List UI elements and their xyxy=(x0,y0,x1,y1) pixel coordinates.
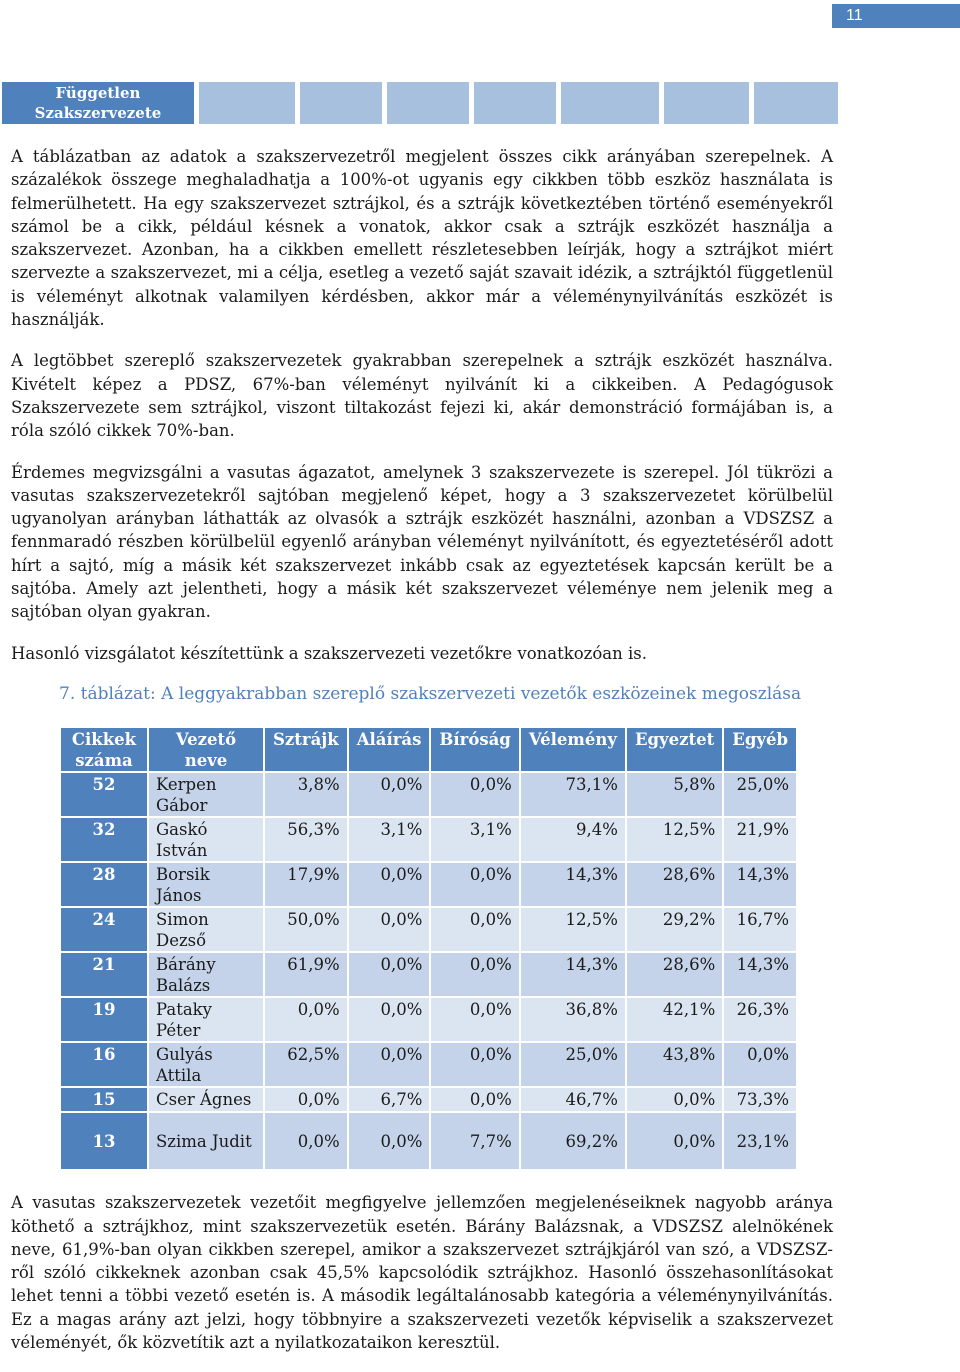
paragraph: A vasutas szakszervezetek vezetőit megfigyelve jellemzően megjelenéseiknek nagyobb aránya köthető a sztrájkhoz, mint szakszervezetük esetén. Bárány Balázsnak, a VDSZSZ alelnökének neve, 61,9%-ban olyan cikkben szerepel, amikor a szakszervezet sztrájkjáról van szó, a VDSZSZ-ről szóló cikkeknek azonban csak 45,5% kapcsolódik sztrájkhoz. Hasonló összehasonlításokat lehet tenni a többi vezető esetén is. A második legáltalánosabb kategória a véleménynyilvánítás. Ez a magas arány azt jelzi, hogy többnyire a szakszervezeti vezetők képviselik a szakszervezet véleményét, ők közvetítik azt a nyilatkozataikon keresztül. xyxy=(11,1193,833,1353)
cell-leader-name xyxy=(149,1088,263,1111)
cell-strike: 0,0% xyxy=(265,998,347,1041)
cell-court: 0,0% xyxy=(431,1088,518,1111)
cell-leader-name xyxy=(149,1113,263,1169)
col-header-strike: Sztrájk xyxy=(265,728,347,771)
header-band-cell xyxy=(561,82,659,124)
cell-article-count: 32 xyxy=(61,818,147,861)
cell-other: 14,3% xyxy=(724,953,796,996)
cell-other: 73,3% xyxy=(724,1088,796,1111)
cell-court: 0,0% xyxy=(431,1043,518,1086)
cell-strike: 61,9% xyxy=(265,953,347,996)
cell-leader-name xyxy=(149,1043,263,1086)
cell-opinion: 14,3% xyxy=(521,953,625,996)
cell-leader-name xyxy=(149,863,263,906)
cell-article-count: 16 xyxy=(61,1043,147,1086)
leader-name-line2: Balázs xyxy=(156,976,211,996)
cell-negotiate: 29,2% xyxy=(627,908,722,951)
section-header-band xyxy=(2,82,838,124)
cell-leader-name xyxy=(149,773,263,816)
cell-strike: 50,0% xyxy=(265,908,347,951)
leader-name-line1: Borsik János xyxy=(156,865,210,906)
cell-opinion: 73,1% xyxy=(521,773,625,816)
header-band-cell xyxy=(300,82,382,124)
cell-court: 0,0% xyxy=(431,953,518,996)
cell-opinion: 12,5% xyxy=(521,908,625,951)
paragraph: A legtöbbet szereplő szakszervezetek gyakrabban szerepelnek a sztrájk eszközét használva. Kivételt képez a PDSZ, 67%-ban véleményt nyilvánít ki a cikkeiben. A Pedagógusok Szakszervezete sem sztrájkol, viszont tiltakozást fejezi ki, akár demonstráció formájában is, a róla szóló cikkek 70%-ban. xyxy=(11,351,833,441)
cell-opinion: 14,3% xyxy=(521,863,625,906)
cell-other: 23,1% xyxy=(724,1113,796,1169)
cell-opinion: 9,4% xyxy=(521,818,625,861)
cell-negotiate: 42,1% xyxy=(627,998,722,1041)
cell-signature: 0,0% xyxy=(349,953,430,996)
leader-name-line1: Bárány xyxy=(156,955,216,975)
cell-court: 0,0% xyxy=(431,998,518,1041)
cell-strike: 3,8% xyxy=(265,773,347,816)
cell-signature: 3,1% xyxy=(349,818,430,861)
table-row xyxy=(61,1113,796,1169)
cell-negotiate: 5,8% xyxy=(627,773,722,816)
cell-opinion: 69,2% xyxy=(521,1113,625,1169)
col-header-opinion: Vélemény xyxy=(521,728,625,771)
col-header-count: Cikkek száma xyxy=(61,728,147,771)
cell-strike: 56,3% xyxy=(265,818,347,861)
cell-court: 3,1% xyxy=(431,818,518,861)
table-row xyxy=(61,953,796,996)
leader-name-line1: Cser Ágnes xyxy=(156,1090,252,1110)
cell-article-count: 24 xyxy=(61,908,147,951)
cell-signature: 0,0% xyxy=(349,1113,430,1169)
cell-signature: 0,0% xyxy=(349,998,430,1041)
section-header-label xyxy=(2,82,194,124)
cell-signature: 0,0% xyxy=(349,773,430,816)
col-header-court: Bíróság xyxy=(431,728,518,771)
cell-opinion: 46,7% xyxy=(521,1088,625,1111)
leader-name-line1: Gulyás Attila xyxy=(156,1045,213,1086)
header-label-line2: Szakszervezete xyxy=(34,104,162,122)
cell-strike: 17,9% xyxy=(265,863,347,906)
cell-leader-name xyxy=(149,953,263,996)
cell-court: 0,0% xyxy=(431,773,518,816)
paragraph: Érdemes megvizsgálni a vasutas ágazatot, amelynek 3 szakszervezete is szerepel. Jól tükrözi a vasutas szakszervezetekről sajtóban megjelenő képet, hogy a 3 szakszervezetet körülbelül ugyanolyan arányban láthatták az olvasók a sztrájk eszközét használni, azonban a VDSZSZ a fennmaradó részben körülbelül egyenlő arányban véleményt nyilvánított, és egyeztetéséről adott hírt a sajtó, míg a másik két szakszervezet inkább csak az egyeztetések kapcsán került be a sajtóba. Amely azt jelentheti, hogy a másik két szakszervezet véleménye nem jelenik meg a sajtóban olyan gyakran. xyxy=(11,462,833,622)
col-header-negotiate: Egyeztet xyxy=(627,728,722,771)
leader-name-line1: Pataky Péter xyxy=(156,1000,212,1041)
header-band-cell xyxy=(474,82,556,124)
header-band-cell xyxy=(199,82,295,124)
header-label-line1: Független xyxy=(55,84,141,102)
cell-negotiate: 43,8% xyxy=(627,1043,722,1086)
table-row xyxy=(61,1043,796,1086)
cell-other: 14,3% xyxy=(724,863,796,906)
leader-name-line2: Gábor xyxy=(156,796,208,816)
cell-negotiate: 0,0% xyxy=(627,1113,722,1169)
header-band-cell xyxy=(754,82,838,124)
cell-other: 0,0% xyxy=(724,1043,796,1086)
leader-name-line1: Kerpen xyxy=(156,775,217,795)
cell-article-count: 19 xyxy=(61,998,147,1041)
cell-negotiate: 12,5% xyxy=(627,818,722,861)
cell-article-count: 52 xyxy=(61,773,147,816)
cell-court: 0,0% xyxy=(431,863,518,906)
table-row xyxy=(61,1088,796,1111)
paragraph: Hasonló vizsgálatot készítettünk a szakszervezeti vezetőkre vonatkozóan is. xyxy=(11,643,647,663)
cell-negotiate: 28,6% xyxy=(627,863,722,906)
table-row xyxy=(61,773,796,816)
header-band-cell xyxy=(387,82,469,124)
table-header-row xyxy=(61,728,796,771)
header-band-cell xyxy=(664,82,749,124)
col-header-name: Vezető neve xyxy=(149,728,263,771)
cell-article-count: 15 xyxy=(61,1088,147,1111)
cell-opinion: 25,0% xyxy=(521,1043,625,1086)
cell-strike: 0,0% xyxy=(265,1113,347,1169)
cell-negotiate: 0,0% xyxy=(627,1088,722,1111)
cell-other: 21,9% xyxy=(724,818,796,861)
cell-article-count: 21 xyxy=(61,953,147,996)
cell-signature: 6,7% xyxy=(349,1088,430,1111)
cell-court: 7,7% xyxy=(431,1113,518,1169)
cell-strike: 0,0% xyxy=(265,1088,347,1111)
paragraph: A táblázatban az adatok a szakszervezetről megjelent összes cikk arányában szerepelnek. A százalékok összege meghaladhatja a 100%-ot ugyanis egy cikkben több eszköz használata is felmerülhetett. Ha egy szakszervezet sztrájkol, és a sztrájk következtében történő eseményekről számol be a cikk, például késnek a vonatok, akkor csak a sztrájk eszközét használja a szakszervezet. Azonban, ha a cikkben emellett részletesebben leírják, hogy a sztrájkot miért szervezte a szakszervezet, mi a célja, esetleg a vezető saját szavait idézik, a sztrájktól függetlenül is véleményt alkotnak valamilyen kérdésben, akkor már a véleménynyilvánítás eszközét is használják. xyxy=(11,147,833,330)
col-header-other: Egyéb xyxy=(724,728,796,771)
cell-signature: 0,0% xyxy=(349,1043,430,1086)
page-number: 11 xyxy=(832,4,960,28)
cell-strike: 62,5% xyxy=(265,1043,347,1086)
cell-leader-name xyxy=(149,998,263,1041)
leader-name-line1: Gaskó István xyxy=(156,820,208,861)
leader-name-line1: Simon Dezső xyxy=(156,910,209,951)
cell-leader-name xyxy=(149,818,263,861)
table-row xyxy=(61,818,796,861)
cell-article-count: 13 xyxy=(61,1113,147,1169)
cell-leader-name xyxy=(149,908,263,951)
table-row xyxy=(61,908,796,951)
document-body xyxy=(11,145,833,1372)
cell-court: 0,0% xyxy=(431,908,518,951)
table-row xyxy=(61,863,796,906)
table-body xyxy=(61,773,796,1169)
cell-other: 16,7% xyxy=(724,908,796,951)
leaders-tools-table xyxy=(59,726,798,1171)
cell-other: 26,3% xyxy=(724,998,796,1041)
table-row xyxy=(61,998,796,1041)
cell-signature: 0,0% xyxy=(349,908,430,951)
cell-article-count: 28 xyxy=(61,863,147,906)
table-caption: 7. táblázat: A leggyakrabban szereplő szakszervezeti vezetők eszközeinek megoszlása xyxy=(59,683,802,704)
cell-other: 25,0% xyxy=(724,773,796,816)
cell-signature: 0,0% xyxy=(349,863,430,906)
cell-opinion: 36,8% xyxy=(521,998,625,1041)
cell-negotiate: 28,6% xyxy=(627,953,722,996)
leader-name-line1: Szima Judit xyxy=(156,1132,252,1152)
col-header-signature: Aláírás xyxy=(349,728,430,771)
